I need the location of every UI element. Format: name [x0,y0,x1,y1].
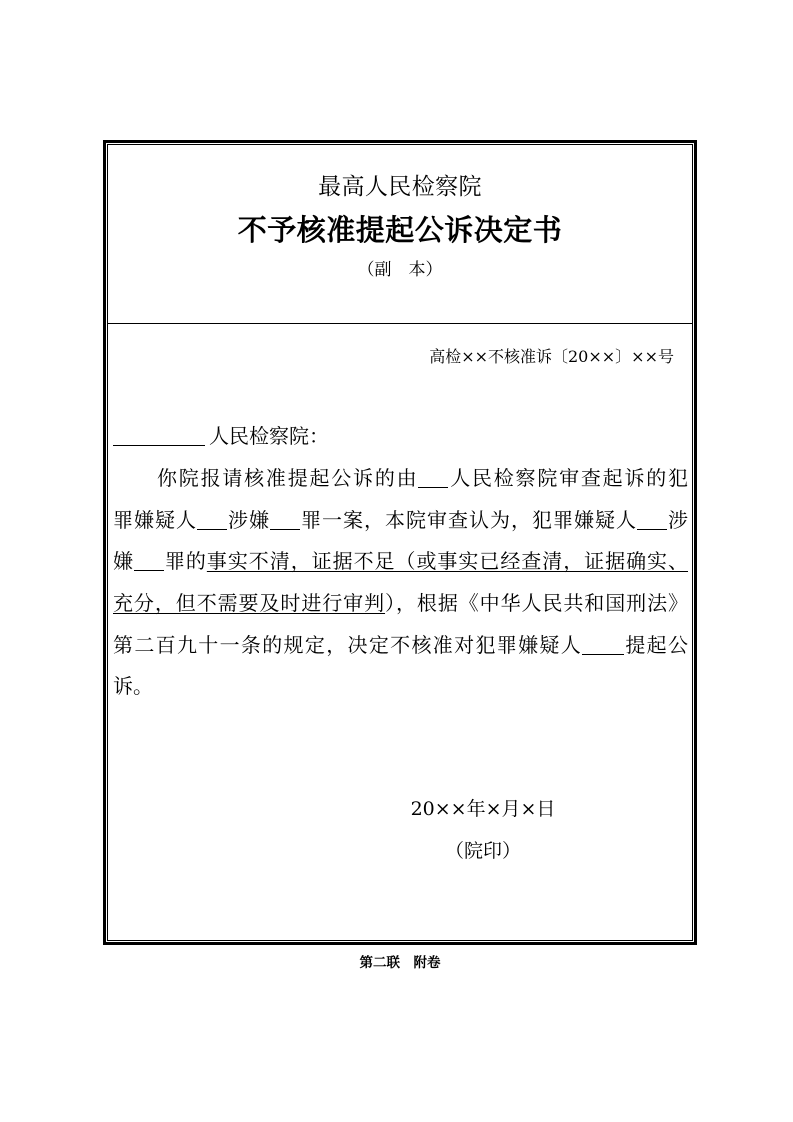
paragraph-line [113,500,688,542]
paragraph-text: 人民检察院审查起诉的犯 [448,466,689,490]
copy-label: （副 本） [357,260,443,280]
paragraph-line [113,625,688,667]
underlined-alternative-text: 事实不清，证据不足（或事实已经查清，证据确实、 [206,549,689,574]
paragraph-text: 诉。 [113,674,153,699]
decision-paragraph [113,458,688,708]
paragraph-text: 嫌 [113,549,134,574]
document-title: 不予核准提起公诉决定书 [237,213,563,247]
paragraph-text: 提起公 [624,632,689,657]
seal-placeholder: （院印） [444,840,521,862]
paragraph-line [113,458,688,500]
header-divider [108,323,692,324]
paragraph-text: 第二百九十一条的规定，决定不核准对犯罪嫌疑人 [113,632,583,657]
fill-in-blank [134,556,164,571]
addressee-line [113,416,329,458]
underlined-alternative-text: 充分，但不需要及时进行审判 [113,591,386,616]
fill-in-blank [582,640,624,655]
paragraph-text: 你院报请核准提起公诉的由 [157,466,419,490]
paragraph-text: 罪的 [163,549,207,574]
paragraph-text: 罪嫌疑人 [113,507,197,532]
paragraph-line [113,666,688,708]
paragraph-text: 罪一案，本院审查认为，犯罪嫌疑人 [300,507,637,532]
addressee-suffix: 人民检察院： [209,424,329,448]
issuing-authority: 最高人民检察院 [318,174,482,200]
fill-in-blank [197,515,227,530]
fill-in-blank [418,473,448,488]
decision-date: 20××年×月×日 [410,798,556,820]
paragraph-text: 涉 [667,507,688,532]
fill-in-blank [637,515,667,530]
paragraph-text: 涉嫌 [227,507,270,532]
paragraph-text: ），根据《中华人民共和国刑法》 [385,591,689,616]
fill-in-blank [270,515,300,530]
paragraph-line [113,583,688,625]
copy-designation: 第二联 附卷 [359,955,441,971]
document-number: 高检××不核准诉〔20××〕××号 [429,347,674,366]
paragraph-line [113,541,688,583]
addressee-blank [113,431,205,446]
